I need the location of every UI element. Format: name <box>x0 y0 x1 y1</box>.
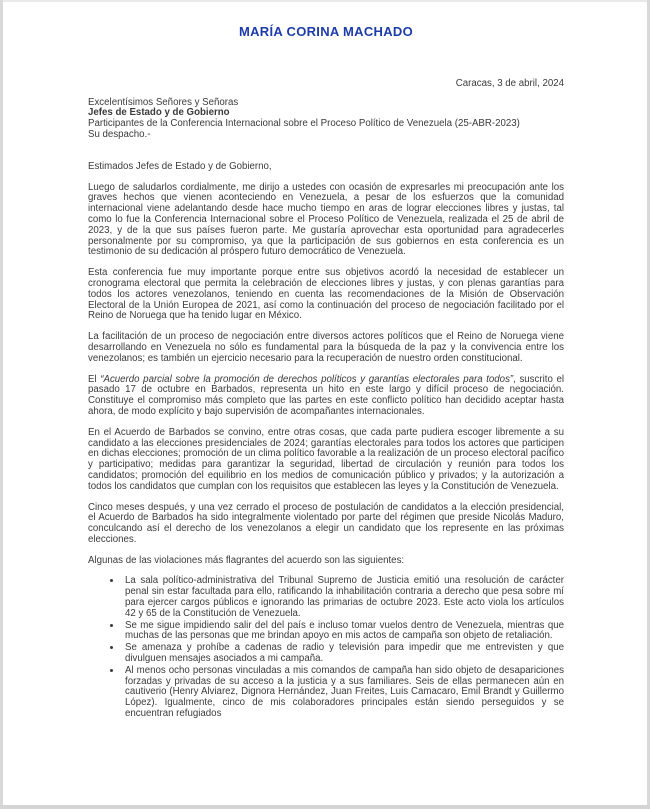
barbados-agreement-title: “Acuerdo parcial sobre la promoción de derechos políticos y garantías electorales para todos” <box>100 373 514 385</box>
recipient-block <box>88 98 564 141</box>
body-paragraph-6: Cinco meses después, y una vez cerrado el proceso de postulación de candidatos a la elección presidencial, el Acuerdo de Barbados ha sido integralmente violentado por parte del régimen que preside Nicolás Maduro, conculcando así el derecho de los venezolanos a elegir un candidato que los represente en las próximas elecciones. <box>88 501 564 545</box>
body-paragraph-3: La facilitación de un proceso de negociación entre diversos actores políticos que el Reino de Noruega viene desarrollando en Venezuela no sólo es fundamental para la búsqueda de la paz y la convivencia entre los venezolanos; es también un ejercicio necesario para la recuperación de nuestro orden constitucional. <box>88 331 564 364</box>
body-paragraph-1: Luego de saludarlos cordialmente, me dirijo a ustedes con ocasión de expresarles mi preocupación ante los graves hechos que vienen aconteciendo en Venezuela, a pesar de los esfuerzos que la comunidad internacional viene adelantando desde hace mucho tiempo en aras de lograr elecciones libres y justas, tal como lo fue la Conferencia Internacional sobre el Proceso Político de Venezuela, realizada el 25 de abril de 2023, y de la que sus países fueron parte. Me gustaría aprovechar esta oportunidad para agradecerles personalmente por su compromiso, ya que la participación de sus gobiernos en esta conferencia es un testimonio de su dedicación al próspero futuro democrático de Venezuela. <box>88 181 564 258</box>
body-paragraph-5: En el Acuerdo de Barbados se convino, entre otras cosas, que cada parte pudiera escoger libremente a su candidato a las elecciones presidenciales de 2024; garantías electorales para todos los actores que participen en dichas elecciones; promoción de un clima político favorable a la realización de un proceso electoral pacífico y participativo; medidas para garantizar la seguridad, libertad de circulación y reunión para todos los candidatos; promoción del equilibrio en los medios de comunicación público y privados; y la autorización a todos los candidatos que cumplan con los requisitos que establecen las leyes y la Constitución de Venezuela. <box>88 426 564 492</box>
letter-content <box>88 0 564 721</box>
recipient-conference: Participantes de la Conferencia Internacional sobre el Proceso Político de Venezuela (25-ABR-2023) <box>88 118 520 130</box>
violations-list <box>88 576 564 719</box>
violation-item: • Se me sigue impidiendo salir del del país e incluso tomar vuelos dentro de Venezuela, mientras que muchas de las personas que me brindan apoyo en mis actos de campaña son objeto de retaliación. <box>122 621 564 643</box>
paragraph-4-prefix: El <box>88 373 101 385</box>
page-edge-bottom <box>0 805 650 809</box>
violation-item: • La sala político-administrativa del Tribunal Supremo de Justicia emitió una resolución de carácter penal sin estar facultada para ello, ratificando la inhabilitación contraria a derecho que pesa sobre mí para ejercer cargos públicos e ignorando las primarias de octubre 2023. Este acto viola los artículos 42 y 65 de la Constitución de Venezuela. <box>122 576 564 619</box>
recipient-despacho: Su despacho.- <box>88 128 151 140</box>
recipient-honorific: Excelentísimos Señores y Señoras <box>88 96 239 108</box>
recipient-title: Jefes de Estado y de Gobierno <box>88 107 230 119</box>
page-edge-left <box>0 0 3 809</box>
body-paragraph-4 <box>88 375 564 418</box>
paragraph-4-rest: , suscrito el pasado 17 de octubre en Barbados, representa un hito en este largo y difícil proceso de negociación. Constituye el compromiso más completo que las partes en este conflicto político han decidido aceptar hasta ahora, de modo explícito y bajo supervisión de acompañantes internacionales. <box>88 373 564 417</box>
date-line: Caracas, 3 de abril, 2024 <box>455 77 564 89</box>
violation-item: • Se amenaza y prohíbe a cadenas de radio y televisión para impedir que me entrevisten y que divulguen mensajes asociados a mi campaña. <box>122 643 564 665</box>
violation-item: • Al menos ocho personas vinculadas a mis comandos de campaña han sido objeto de desapariciones forzadas y privadas de su acceso a la justicia y a sus familiares. Seis de ellas permanecen aún en cautiverio (Henry Alviarez, Dignora Hernández, Juan Freites, Luis Camacaro, Emil Brandt y Guillermo López). Igualmente, cinco de mis colaboradores principales están siendo perseguidos y se encuentran refugiados <box>122 666 564 720</box>
violations-intro: Algunas de las violaciones más flagrantes del acuerdo son las siguientes: <box>88 554 405 566</box>
salutation: Estimados Jefes de Estado y de Gobierno, <box>88 160 272 172</box>
body-paragraph-2: Esta conferencia fue muy importante porque entre sus objetivos acordó la necesidad de establecer un cronograma electoral que permita la celebración de elecciones libres y justas, y con plenas garantías para todos los actores venezolanos, teniendo en cuenta las recomendaciones de la Misión de Observación Electoral de la Unión Europea de 2021, así como la continuación del proceso de negociación facilitado por el Reino de Noruega que ha tenido lugar en México. <box>88 267 564 322</box>
letterhead-title: MARÍA CORINA MACHADO <box>238 24 414 39</box>
